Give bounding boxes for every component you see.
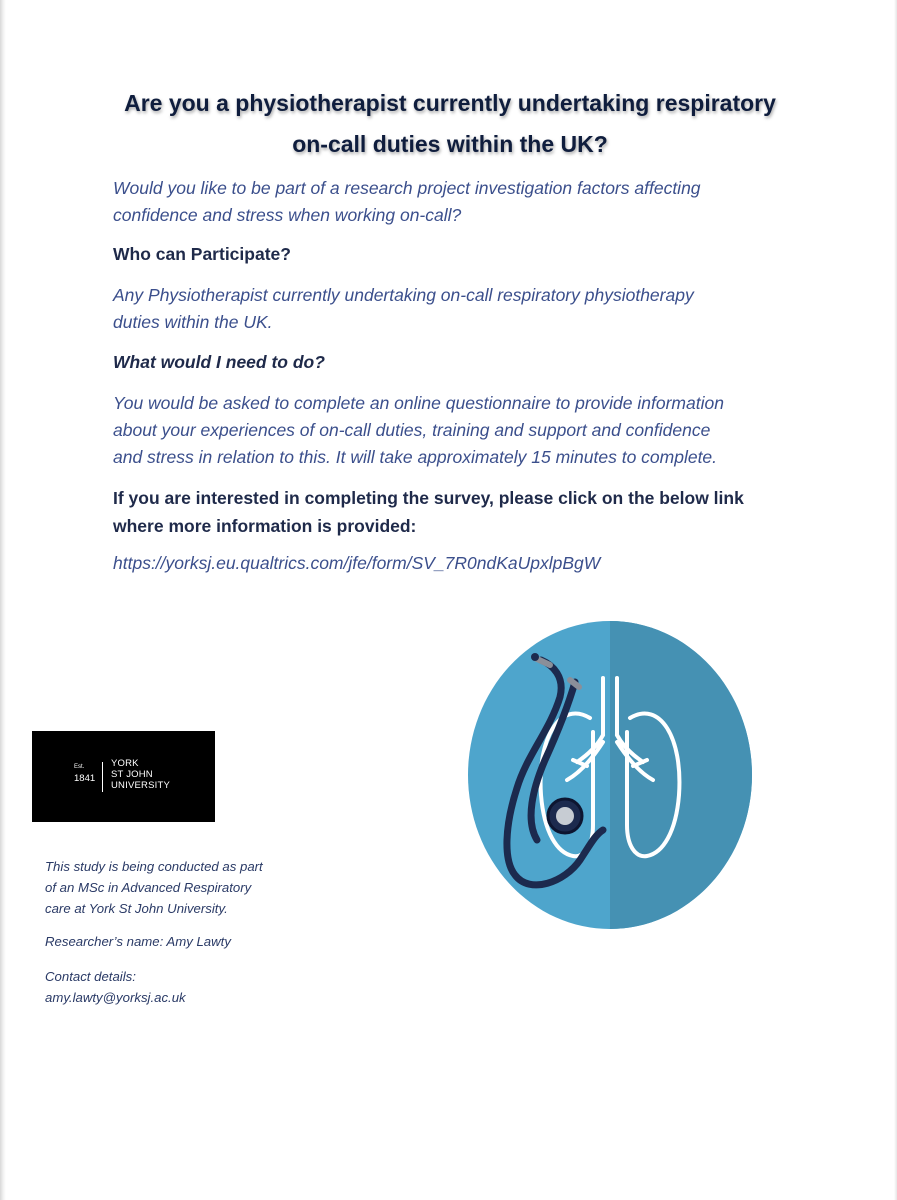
logo-name-line-3: UNIVERSITY (111, 780, 171, 791)
survey-link[interactable]: https://yorksj.eu.qualtrics.com/jfe/form/SV_7R0ndKaUpxlpBgW (113, 553, 601, 573)
logo-name-line-2: ST JOHN (111, 769, 153, 780)
who-line-1: Any Physiotherapist currently undertaking on-call respiratory physiotherapy (113, 285, 694, 305)
logo-divider (102, 762, 103, 792)
study-line-3: care at York St John University. (45, 901, 228, 916)
logo-year: 1841 (74, 773, 96, 784)
circle-background (468, 620, 765, 940)
intro-line-2: confidence and stress when working on-call? (113, 205, 462, 225)
study-line-2: of an MSc in Advanced Respiratory (45, 880, 252, 895)
intro-text (113, 175, 813, 229)
who-text (113, 282, 813, 336)
who-line-2: duties within the UK. (113, 312, 273, 332)
intro-line-1: Would you like to be part of a research project investigation factors affecting (113, 178, 701, 198)
what-line-1: You would be asked to complete an online questionnaire to provide information (113, 393, 724, 413)
who-heading: Who can Participate? (113, 244, 291, 264)
page-shadow-left (0, 0, 6, 1200)
logo-name-line-1: YORK (111, 758, 139, 769)
what-line-2: about your experiences of on-call duties, training and support and confidence (113, 420, 711, 440)
what-line-3: and stress in relation to this. It will take approximately 15 minutes to complete. (113, 447, 718, 467)
researcher-name: Researcher’s name: Amy Lawty (45, 934, 231, 949)
page-title-line-2: on-call duties within the UK? (292, 131, 608, 157)
university-logo (32, 731, 215, 822)
contact-label: Contact details: (45, 969, 136, 984)
contact-email[interactable]: amy.lawty@yorksj.ac.uk (45, 990, 186, 1005)
cta-text (113, 484, 813, 540)
page-title-line-1: Are you a physiotherapist currently undertaking respiratory (124, 90, 776, 116)
cta-line-1: If you are interested in completing the survey, please click on the below link (113, 488, 744, 508)
study-description (45, 856, 315, 919)
lungs-stethoscope-illustration (455, 620, 765, 940)
logo-est-label: Est. (74, 764, 85, 770)
study-line-1: This study is being conducted as part (45, 859, 263, 874)
contact-details (45, 966, 315, 1008)
cta-line-2: where more information is provided: (113, 516, 417, 536)
what-heading: What would I need to do? (113, 352, 325, 372)
what-text (113, 390, 813, 471)
